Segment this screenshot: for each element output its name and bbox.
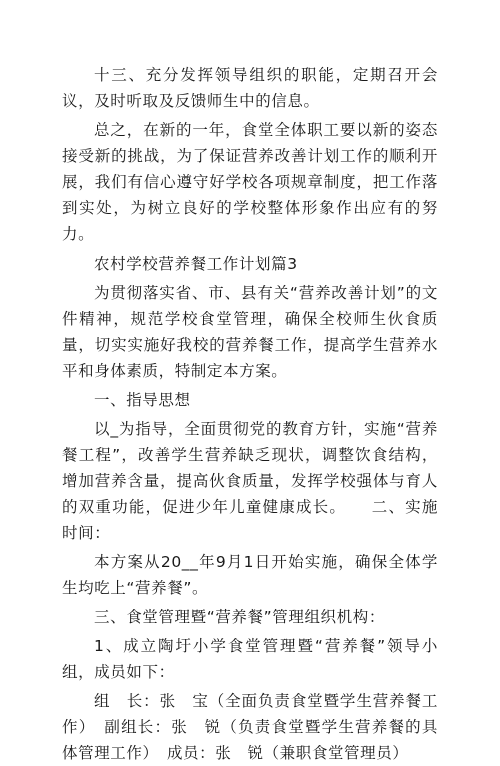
- section-title: 农村学校营养餐工作计划篇3: [94, 255, 298, 273]
- paragraph-guiding-ideology: 以_为指导，全面贯彻党的教育方针，实施“营养餐工程”，改善学生营养缺乏现状，调整饮食结构，增加营养含量，提高伙食质量，发挥学校强体与育人的双重功能，促进少年儿童健康成长。 二、实施时间：: [62, 420, 438, 542]
- paragraph-implementation-time: 本方案从20__年9月1日开始实施，确保全体学生均吃上“营养餐”。: [62, 553, 438, 597]
- heading-management-organization: 三、食堂管理暨“营养餐”管理组织机构：: [94, 608, 385, 626]
- heading-guiding-ideology: 一、指导思想: [94, 391, 191, 409]
- paragraph-members: 组 长：张 宝（全面负责食堂暨学生营养餐工作） 副组长：张 锐（负责食堂暨学生营养餐的具体管理工作） 成员：张 锐（兼职食堂管理员）: [62, 692, 438, 762]
- paragraph-leading-group: 1、成立陶圩小学食堂管理暨“营养餐”领导小组，成员如下：: [62, 637, 438, 681]
- paragraph-conclusion: 总之，在新的一年，食堂全体职工要以新的姿态接受新的挑战，为了保证营养改善计划工作的顺利开展，我们有信心遵守好学校各项规章制度，把工作落到实处，为树立良好的学校整体形象作出应有的努力。: [62, 121, 438, 243]
- paragraph-item-13: 十三、充分发挥领导组织的职能，定期召开会议，及时听取及反馈师生中的信息。: [62, 66, 438, 110]
- paragraph-intro: 为贯彻落实省、市、县有关“营养改善计划”的文件精神，规范学校食堂管理，确保全校师生伙食质量，切实实施好我校的营养餐工作，提高学生营养水平和身体素质，特制定本方案。: [62, 284, 438, 380]
